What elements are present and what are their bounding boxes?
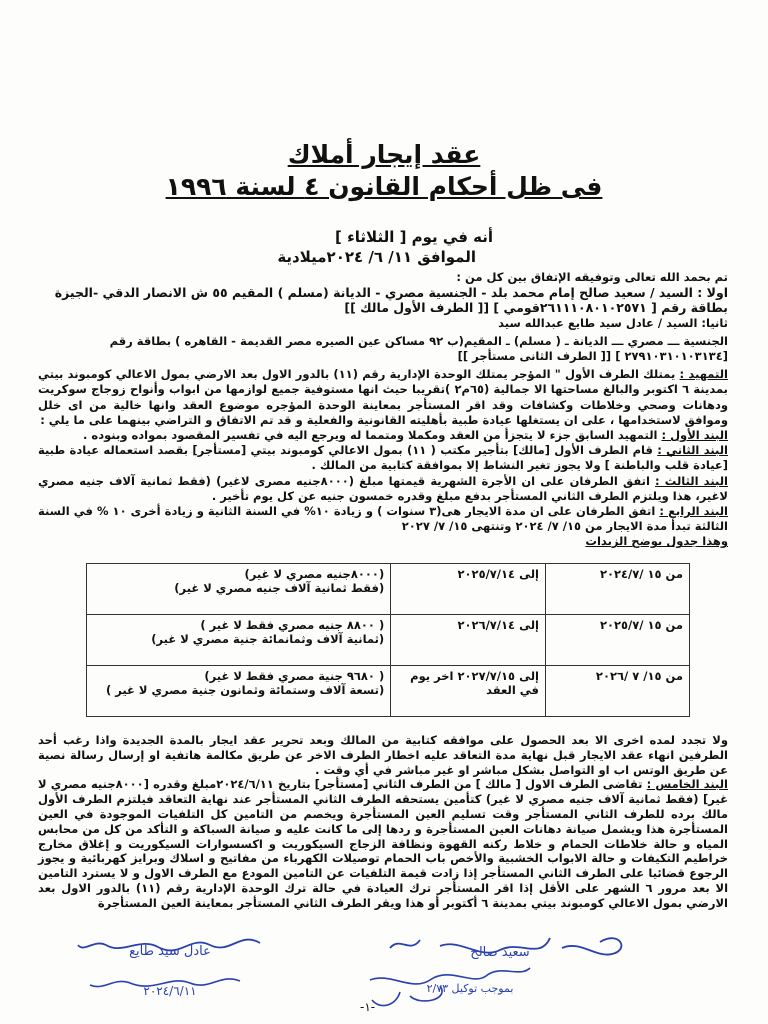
clause-5-label: البند الخامس : [646, 777, 728, 792]
clause-3-text: اتفق الطرفان على ان الأجرة الشهرية قيمتها مبلغ (٨٠٠٠جنيه مصرى لاغير) (فقط ثمانية آلاف جنيه مصري لاغير، هذا ويلتزم الطرف الثاني المستأجر بدفع مبلغ وقدره خمسون جنيه عن كل يوم تأخير . [38, 473, 728, 503]
tenant-signature-date: ٢٠٢٤/٦/١١ [143, 984, 197, 998]
table-row [87, 615, 690, 666]
clause-4 [38, 504, 728, 534]
contract-subtitle: فى ظل أحكام القانون ٤ لسنة ١٩٩٦ [165, 172, 603, 201]
tenant-signature [70, 925, 270, 1015]
schedule-to: إلى ٢٠٢٥/٧/١٤ [391, 564, 546, 615]
table-row [87, 564, 690, 615]
schedule-from: من ١٥ /٢٠٢٤/٧ [545, 564, 689, 615]
closing-clauses [38, 733, 728, 911]
schedule-amount-figure: (٨٠٠٠جنيه مصري لا غير) [244, 567, 385, 581]
clause-2-text: قام الطرف الأول [مالك] بتأجير مكتب ( ١١) بمول الاعالي كومبوند بيتي [مستأجر] بقصد استعماله عيادة طبية [عيادة قلب والباطنة ] ولا يجوز تغير النشاط إلا بموافقة كتابية من المالك . [38, 443, 728, 473]
schedule-amount-figure: ( ٩٦٨٠ جنية مصري فقط لا غير) [204, 669, 385, 683]
contract-day: أنه في يوم [ الثلاثاء ] [335, 228, 493, 246]
clause-5-text: تقاضى الطرف الاول [ مالك ] من الطرف الثاني [مستأجر] بتاريخ ٢٠٢٤/٦/١١مبلغ وقدره [٨٠٠٠جنيه مصري لا غير] (فقط ثمانية آلاف جنيه مصري لا غير) كتأمين يستحقه الطرف الثاني المستأجر عند نهاية التعاقد فيلتزم الطرف الأول مالك برده للطرف الثاني المستأجر وقت تسليم العين المستأجرة ويخصم من التامين كل التلفيات الموجودة في العين المستأجرة هذا ويشمل صيانة دهانات العين المستأجرة و ردها إلى ما كانت عليه و صيانة السباكة و التأكد من كل من محابس المياه و حالة خلاطات الحمام و خلاط ركنه القهوة ونظافة الزجاج السيكوريت و اكسسوارات السيكوريت و إغلاق مخارج خراطيم التكيفات و حالة الابواب الخشبية والأخص باب الحمام توصيلات الكهرباء من مفاتيح و اسلاك وبرايز كهربائية و يجوز الرجوع قضائيا على الطرف الثاني المستأجر إذا زادت قيمة التلفيات عن التامين المودع مع الطرف الاول و لا يسترد التامين الا بعد مرور ٦ الشهر على الأقل إذا اقر المستأجر ترك العيادة في حالة ترك الوحدة الإدارية رقم (١١) بالدور الاول بعد الارضي بمول الاعالي كومبوند بيتي بمدينة ٦ أكتوبر أو هذا ويقر الطرف الثاني المستأجر بمعاينة العين المستأجرة [38, 777, 729, 910]
schedule-amount [87, 666, 391, 717]
first-party-line: اولا : السيد / سعيد صالح إمام محمد بلد - الجنسية مصري - الديانة (مسلم ) المقيم ٥٥ ش الانصار الدقي -الجيزة [54, 285, 728, 301]
owner-power-of-attorney: بموجب توكيل ٢/٧٣ [426, 982, 514, 995]
clause-5 [38, 777, 728, 910]
preamble-label: التمهيد : [679, 367, 728, 382]
schedule-to: إلى ٢٠٢٧/٧/١٥ اخر يوم في العقد [391, 666, 546, 717]
schedule-amount-words: (فقط ثمانية آلاف جنيه مصري لا غير) [174, 581, 385, 595]
second-party-line: ثانيا: السيد / عادل سيد طايع عبدالله سيد [498, 315, 728, 330]
contract-body [38, 270, 728, 550]
second-party-id: [٢٧٩١٠٣١٠١٠٣١٣٤ ] [[ الطرف الثانى مستأجر ]] [457, 349, 728, 364]
clause-4-text: اتفق الطرفان على ان مدة الايجار هى(٣ سنوات ) و زيادة ١٠% في السنة الثانية و زيادة أخرى ١٠ % في السنة الثالثة تبدأ مدة الايجار من ١٥/ ٧/ ٢٠٢٤ وتنتهى ١٥/ ٧/ ٢٠٢٧ [38, 504, 728, 534]
schedule-amount [87, 615, 391, 666]
second-party-address: الجنسية ـــ مصري ـــ الديانة ـ ( مسلم) ـ المقيم(ب ٩٢ مساكن عين الصيره مصر القديمة - القاهره ) بطاقة رقم [109, 333, 728, 348]
parties-intro: تم بحمد الله تعالى وتوفيقه الإتفاق بين كل من : [456, 270, 728, 284]
schedule-amount-figure: ( ٨٨٠٠ جنيه مصري فقط لا غير ) [200, 618, 385, 632]
owner-signature [300, 920, 660, 1020]
renewal-paragraph: ولا تجدد لمده اخرى الا بعد الحصول على موافقه كتابية من المالك وبعد تحرير عقد ايجار بالمدة الجديدة واذا رغب أحد الطرفين انهاء عقد الايجار قبل نهاية مدة التعاقد عليه اخطار الطرف الاخر عن طريق مكالمة هاتفية او إرسال رسالة نصية عن طريق الوتس اب او التواصل بشكل مباشر او غير مباشر في أي وقت . [38, 733, 728, 777]
clause-2-label: البند الثاني : [657, 443, 729, 458]
clause-4-label: البند الرابع : [659, 504, 728, 519]
table-row [87, 666, 690, 717]
rent-schedule-table [86, 563, 690, 717]
tenant-signature-text: عادل سيد طايع [129, 944, 211, 959]
clause-2 [38, 443, 728, 473]
clause-1-text: التمهيد السابق جزء لا يتجزأ من العقد ومكملا ومتمما له ويرجع اليه في تفسير المقصود بمواده وبنوده . [83, 428, 658, 443]
schedule-to: إلى ٢٠٢٦/٧/١٤ [391, 615, 546, 666]
schedule-amount-words: (ثمانية آلاف وثمانمائة جنية مصري لا غير) [151, 632, 385, 646]
schedule-from: من ١٥/ ٧ /٢٠٢٦ [545, 666, 689, 717]
clause-3-label: البند الثالث : [655, 473, 728, 488]
contract-title: عقد إيجار أملاك [287, 140, 481, 169]
contract-date: الموافق ١١/ ٦/ ٢٠٢٤ميلادية [277, 248, 476, 266]
first-party-id: بطاقة رقم [ ٢٦١١١٠٨٠١٠٢٥٧١قومي ] [[ الطرف الأول مالك ]] [344, 300, 728, 316]
page-number: -١- [360, 1000, 376, 1014]
preamble-text: يمتلك الطرف الأول " المؤجر يمتلك الوحدة الإدارية رقم (١١) بالدور الاول بعد الارضي بمول الاعالي كومبوند بيتي بمدينة ٦ اكتوبر والبالغ مساحتها الا جمالية (٦٥م٢ )تقريبا حيث انها مستوفية جميع لوازمها من ابواب وأنواح زوجاج سوكريت ودهانات وصحي وخلاطات وكشافات وقد اقر المستأجر بمعاينة الوحدة المؤجره موضوع العقد وانها خالية من اى خلل وموافق لاستخدامها ، على ان يستغلها عيادة طبية بأهليته القانونية والفعلية و قد تم الاتفاق و التراضي بينهما على ما يلي : [38, 367, 728, 427]
schedule-from: من ١٥ /٢٠٢٥/٧ [545, 615, 689, 666]
table-intro: وهذا جدول يوضح الزيدات [585, 534, 728, 549]
clause-1 [38, 428, 728, 443]
owner-signature-text: سعيد صالح [470, 945, 530, 960]
clause-1-label: البند الأول : [661, 428, 728, 443]
preamble-clause [38, 367, 728, 428]
schedule-amount-words: (تسعة آلاف وستمائة وثمانون جنية مصري لا غير ) [105, 683, 385, 697]
clause-3 [38, 474, 728, 504]
schedule-amount [87, 564, 391, 615]
